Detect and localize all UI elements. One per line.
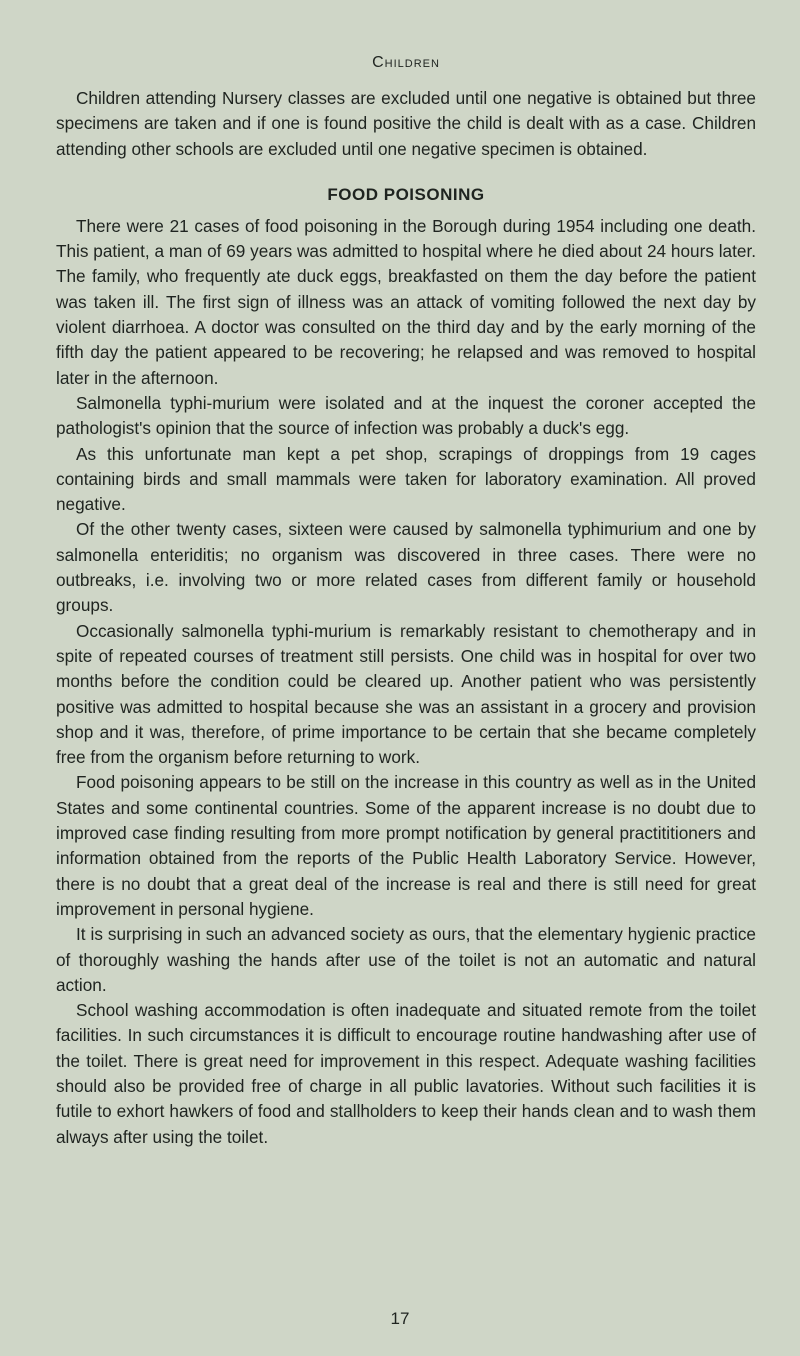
document-page xyxy=(56,52,756,1150)
paragraph-hygiene: It is surprising in such an advanced society as ours, that the elementary hygienic practice of thoroughly washing the hands after use of the toilet is not an automatic and natural action. xyxy=(56,924,756,995)
paragraph-school-washing: School washing accommodation is often inadequate and situated remote from the toilet facilities. In such circumstances it is difficult to encourage routine handwashing after use of the toilet. There is great need for improvement in this respect. Adequate washing facilities should also be provided free of charge in all public lavatories. Without such facilities it is futile to exhort hawkers of food and stallholders to keep their hands clean and to wash them always after using the toilet. xyxy=(56,1000,756,1147)
paragraph-other-cases: Of the other twenty cases, sixteen were caused by salmonella typhimurium and one by salmonella enteriditis; no organism was discovered in three cases. There were no outbreaks, i.e. involving two or more related cases from different family or household groups. xyxy=(56,519,756,616)
paragraph-cases-1954: There were 21 cases of food poisoning in the Borough during 1954 including one death. This patient, a man of 69 years was admitted to hospital where he died about 24 hours later. The family, who frequently ate duck eggs, breakfasted on them the day before the patient was taken ill. The first sign of illness was an attack of vomiting followed the next day by violent diarrhoea. A doctor was consulted on the third day and by the early morning of the fifth day the patient appeared to be recovering; he relapsed and was removed to hospital later in the afternoon. xyxy=(56,215,756,388)
paragraph-increase: Food poisoning appears to be still on the increase in this country as well as in the United States and some continental countries. Some of the apparent increase is no doubt due to improved case finding resulting from more prompt notification by general practititioners and information obtained from the reports of the Public Health Laboratory Service. However, there is no doubt that a great deal of the increase is real and there is still need for great improvement in personal hygiene. xyxy=(56,772,756,919)
paragraph-salmonella-inquest: Salmonella typhi-murium were isolated and at the inquest the coroner accepted the pathologist's opinion that the source of infection was probably a duck's egg. xyxy=(56,392,756,439)
children-paragraph: Children attending Nursery classes are excluded until one negative is obtained but three specimens are taken and if one is found positive the child is dealt with as a case. Children attending other schools are excluded until one negative specimen is obtained. xyxy=(56,88,756,159)
children-heading: Children xyxy=(372,54,440,71)
paragraph-pet-shop: As this unfortunate man kept a pet shop, scrapings of droppings from 19 cages containing birds and small mammals were taken for laboratory examination. All proved negative. xyxy=(56,443,756,515)
page-number: 17 xyxy=(390,1309,410,1328)
food-poisoning-heading: FOOD POISONING xyxy=(327,184,485,204)
paragraph-resistance: Occasionally salmonella typhi-murium is remarkably resistant to chemotherapy and in spite of repeated courses of treatment still persists. One child was in hospital for over two months before the condition could be cleared up. Another patient who was persistently positive was admitted to hospital because she was an assistant in a grocery and provision shop and it was, therefore, of prime importance to be certain that she became completely free from the organism before returning to work. xyxy=(56,620,756,768)
